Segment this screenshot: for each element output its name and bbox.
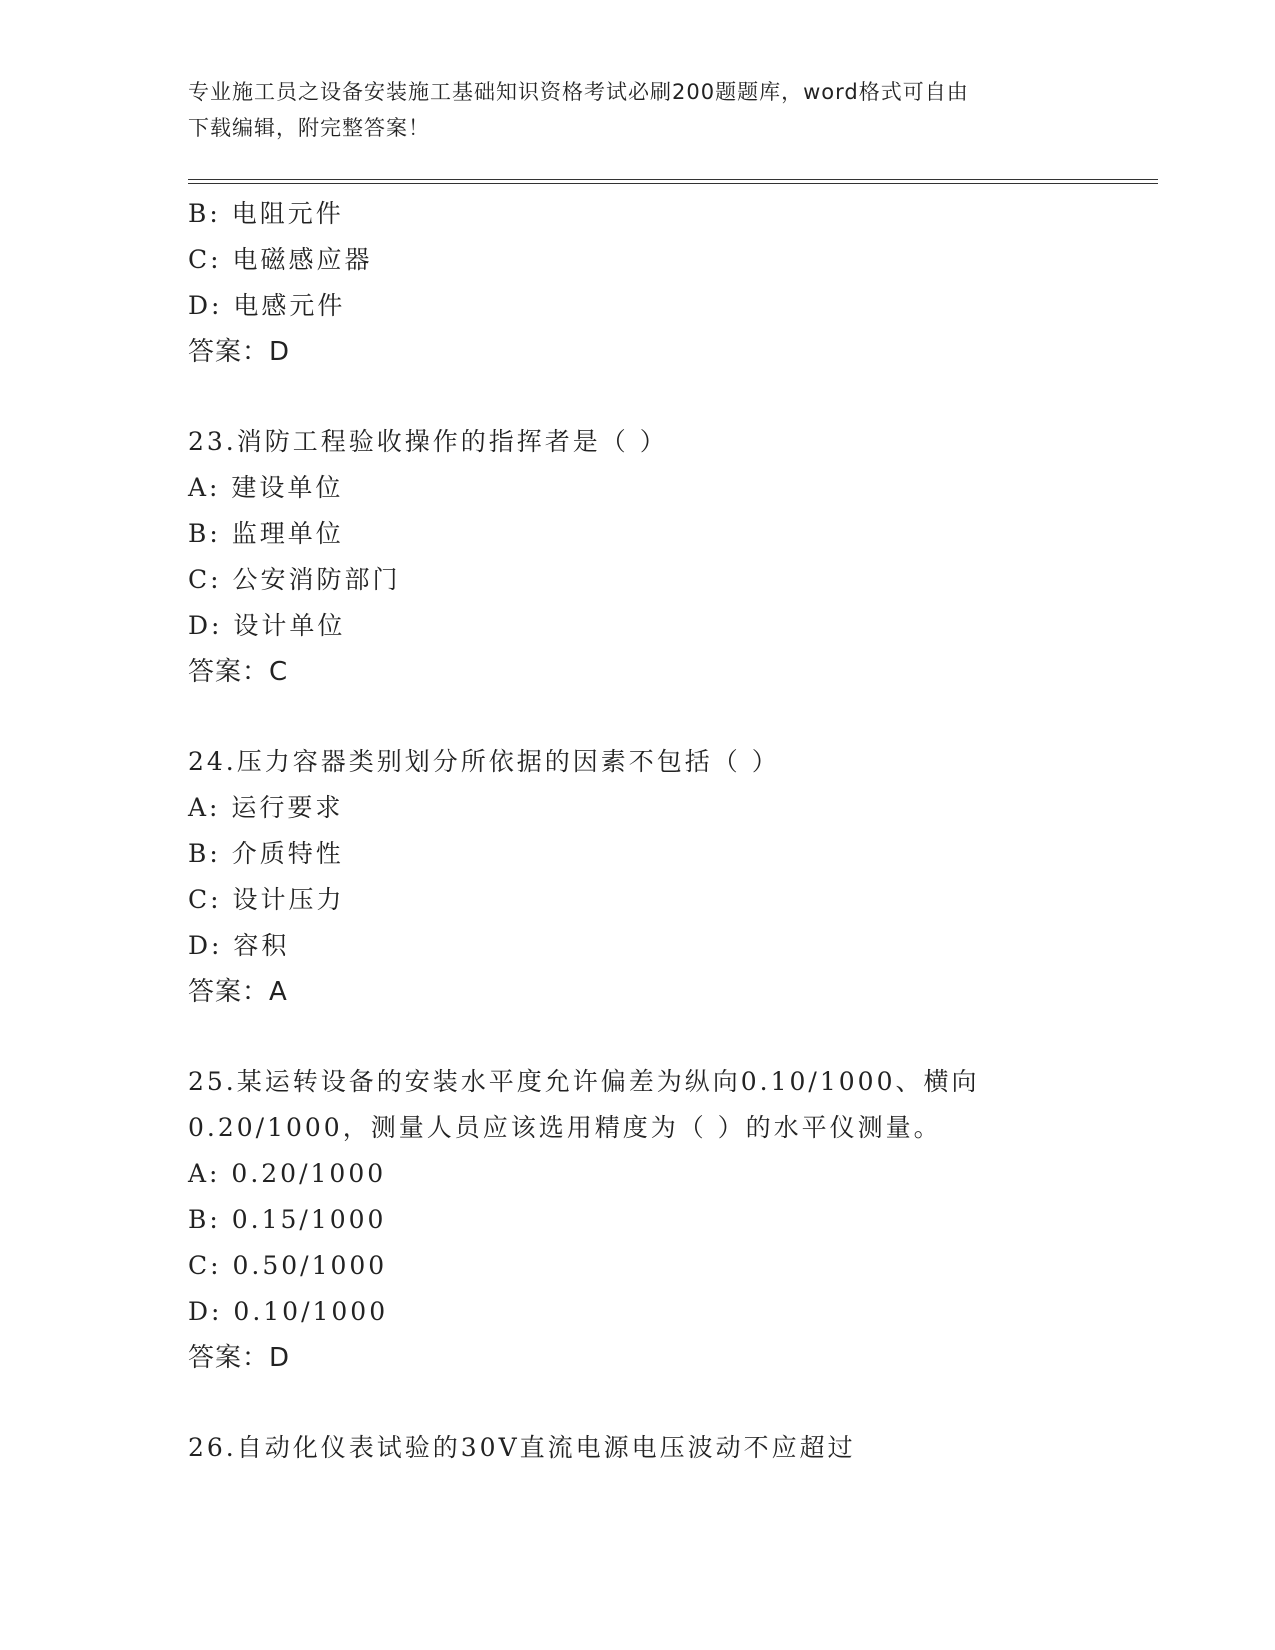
question-23 bbox=[188, 419, 1158, 695]
option-b: B: 介质特性 bbox=[188, 839, 344, 868]
spacer bbox=[188, 695, 1158, 739]
option-a: A: 0.20/1000 bbox=[188, 1159, 387, 1188]
option-d: D: 容积 bbox=[188, 931, 290, 960]
option-d: D: 0.10/1000 bbox=[188, 1297, 389, 1326]
header-divider bbox=[188, 179, 1158, 184]
question-22 bbox=[188, 191, 1158, 375]
spacer bbox=[188, 1381, 1158, 1425]
option-d: D: 电感元件 bbox=[188, 291, 346, 320]
option-c: C: 电磁感应器 bbox=[188, 245, 373, 274]
question-stem-line-2: 0.20/1000，测量人员应该选用精度为（ ）的水平仪测量。 bbox=[188, 1113, 942, 1142]
answer: 答案：C bbox=[188, 657, 289, 687]
option-b: B: 0.15/1000 bbox=[188, 1205, 387, 1234]
option-b: B: 监理单位 bbox=[188, 519, 344, 548]
option-a: A: 建设单位 bbox=[188, 473, 344, 502]
option-b: B: 电阻元件 bbox=[188, 199, 344, 228]
option-a: A: 运行要求 bbox=[188, 793, 344, 822]
option-c: C: 0.50/1000 bbox=[188, 1251, 388, 1280]
spacer bbox=[188, 375, 1158, 419]
spacer bbox=[188, 1015, 1158, 1059]
question-stem-line-1: 25.某运转设备的安装水平度允许偏差为纵向0.10/1000、横向 bbox=[188, 1067, 980, 1096]
option-c: C: 设计压力 bbox=[188, 885, 345, 914]
answer: 答案：D bbox=[188, 1343, 291, 1373]
question-stem: 26.自动化仪表试验的30V直流电源电压波动不应超过 bbox=[188, 1433, 856, 1462]
option-d: D: 设计单位 bbox=[188, 611, 346, 640]
answer: 答案：D bbox=[188, 337, 291, 367]
question-24 bbox=[188, 739, 1158, 1015]
option-c: C: 公安消防部门 bbox=[188, 565, 401, 594]
question-list bbox=[188, 191, 1158, 1471]
question-25 bbox=[188, 1059, 1158, 1381]
header-title-line-1: 专业施工员之设备安装施工基础知识资格考试必刷200题题库，word格式可自由 bbox=[188, 80, 969, 104]
answer: 答案：A bbox=[188, 977, 288, 1007]
question-26 bbox=[188, 1425, 1158, 1471]
question-stem: 23.消防工程验收操作的指挥者是（ ） bbox=[188, 427, 668, 456]
document-header bbox=[188, 74, 1088, 146]
header-title-line-2: 下载编辑，附完整答案！ bbox=[188, 116, 430, 140]
question-stem: 24.压力容器类别划分所依据的因素不包括（ ） bbox=[188, 747, 780, 776]
